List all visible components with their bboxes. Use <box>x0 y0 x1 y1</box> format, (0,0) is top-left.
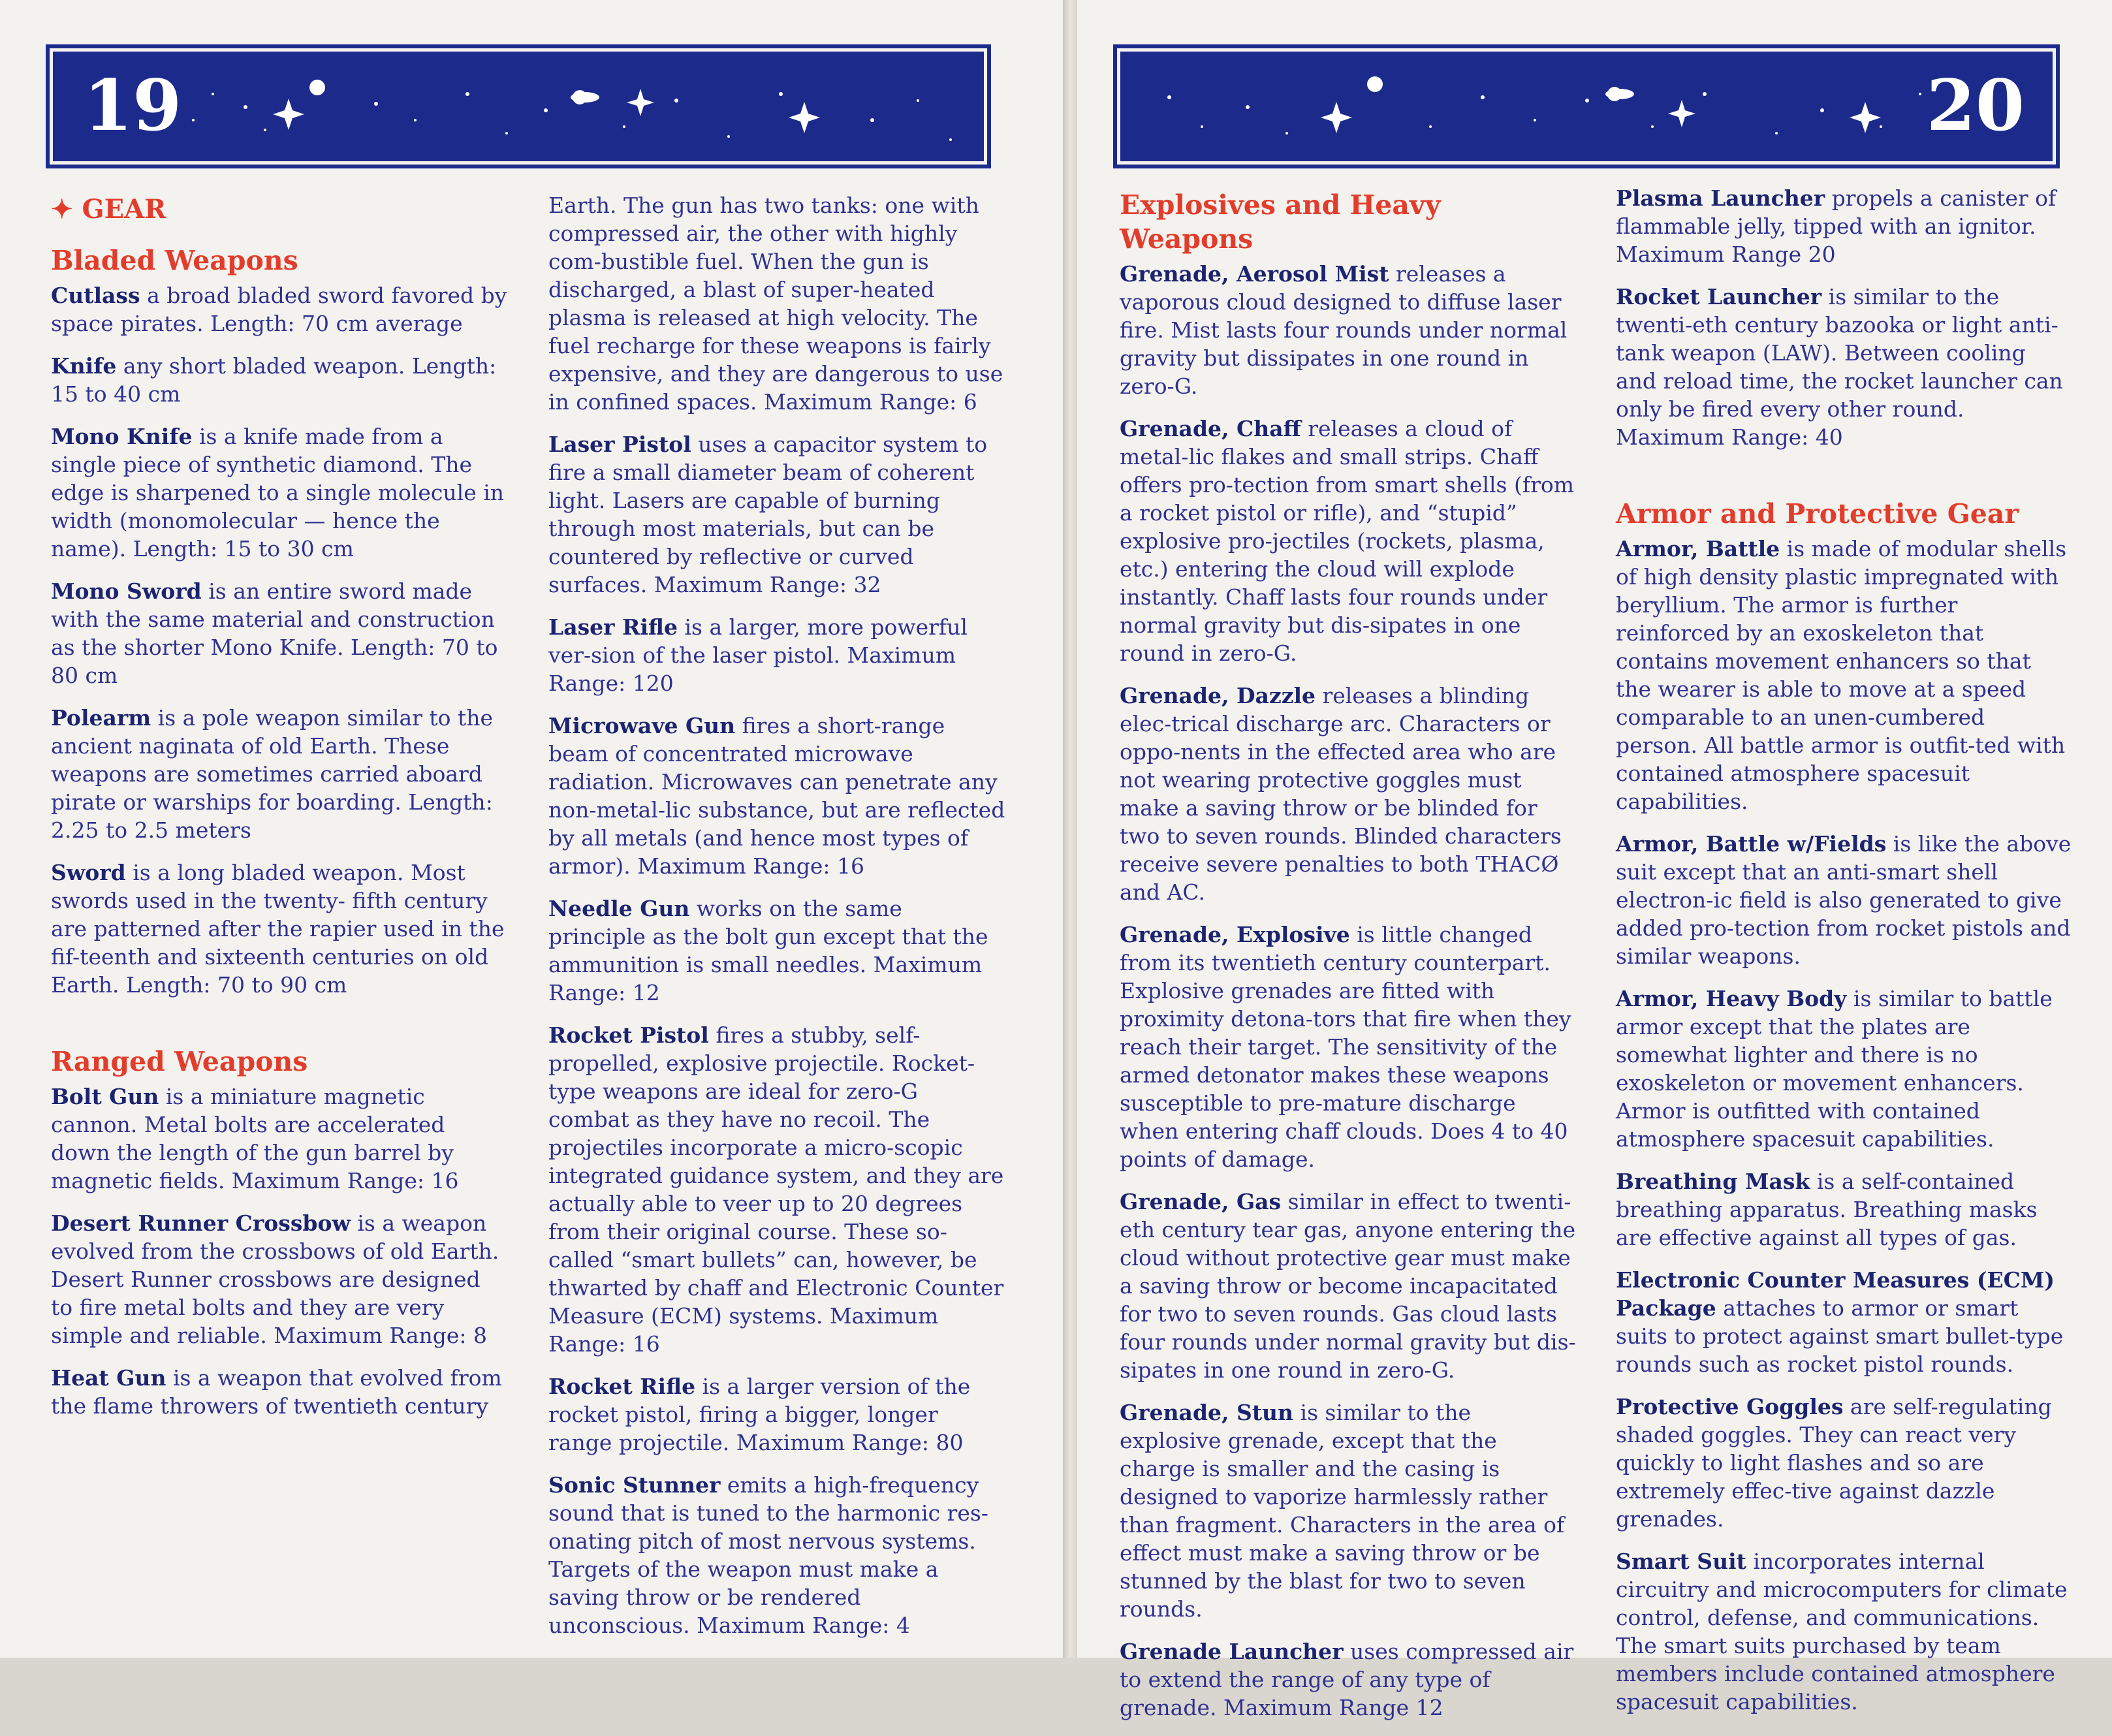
entry: Grenade, Explosive is little changed from its twentieth century counterpart. Explosive grenades are fitted with proximity detona-tors that fire when they reach their target. The sensitivity of the armed detonator makes these weapons susceptible to pre-mature discharge when entering chaff clouds. Does 4 to 40 points of damage. <box>1120 922 1571 1172</box>
entry: Microwave Gun fires a short-range beam of concentrated microwave radiation. Microwaves can penetrate any non-metal-lic substance, but are reflected by all metals (and hence most types of armor). Maximum Range: 16 <box>548 713 1005 879</box>
entry: Needle Gun works on the same principle as the bolt gun except that the ammunition is small needles. Maximum Range: 12 <box>548 896 988 1005</box>
entry: Rocket Launcher is similar to the twenti-eth century bazooka or light anti-tank weapon (LAW). Between cooling and reload time, the rocket launcher can only be fired every other round. Maximum Range: 40 <box>1616 284 2063 450</box>
entry: Grenade Launcher uses compressed air to extend the range of any type of grenade. Maximum Range 12 <box>1120 1639 1574 1720</box>
entry: Grenade, Gas similar in effect to twenti-eth century tear gas, anyone entering the cloud without protective gear must make a saving throw or become incapacitated for two to seven rounds. Gas cloud lasts four rounds under normal gravity but dis-sipates in one round in zero-G. <box>1120 1189 1576 1383</box>
page-20 <box>1077 0 2112 1720</box>
entry: Laser Rifle is a larger, more powerful ver-sion of the laser pistol. Maximum Range: 120 <box>548 614 968 696</box>
right-column-1 <box>1120 188 1577 1736</box>
entry: Bolt Gun is a miniature magnetic cannon. Metal bolts are accelerated down the length of the gun barrel by magnetic fields. Maximum Range: 16 <box>51 1084 459 1193</box>
heading-bladed-weapons: Bladed Weapons <box>51 245 298 276</box>
right-column-2 <box>1616 184 2073 1730</box>
entry: Grenade, Stun is similar to the explosive grenade, except that the charge is smaller and the casing is designed to vaporize harmlessly rather than fragment. Characters in the area of effect must make a saving throw or be stunned by the blast for two to seven rounds. <box>1120 1400 1565 1622</box>
page-19 <box>0 0 1063 1658</box>
entry: Grenade, Aerosol Mist releases a vaporous cloud designed to diffuse laser fire. Mist lasts four rounds under normal gravity but dissipates in one round in zero-G. <box>1120 261 1568 399</box>
entry: Grenade, Chaff releases a cloud of metal-lic flakes and small strips. Chaff offers pro-tection from smart shells (from a rocket pistol or rifle), and “stupid” explosive pro-jectiles (rockets, plasma, etc.) entering the cloud will explode instantly. Chaff lasts four rounds under normal gravity but dis-sipates in one round in zero-G. <box>1120 416 1574 666</box>
entry: Polearm is a pole weapon similar to the ancient naginata of old Earth. These weapons are sometimes carried aboard pirate or warships for boarding. Length: 2.25 to 2.5 meters <box>51 705 494 843</box>
entry: Mono Knife is a knife made from a single piece of synthetic diamond. The edge is sharpened to a single molecule in width (monomolecular — hence the name). Length: 15 to 30 cm <box>51 424 505 561</box>
left-column-1 <box>51 193 508 1434</box>
entry: Armor, Heavy Body is similar to battle armor except that the plates are somewhat lighter and there is no exoskeleton or movement enhancers. Armor is outfitted with contained atmosphere spacesuit capabilities. <box>1616 986 2053 1152</box>
entry: Breathing Mask is a self-contained breathing apparatus. Breathing masks are effective against all types of gas. <box>1616 1169 2038 1250</box>
entry: Desert Runner Crossbow is a weapon evolved from the crossbows of old Earth. Desert Runner crossbows are designed to fire metal bolts and they are very simple and reliable. Maximum Range: 8 <box>51 1210 499 1348</box>
section-title: ✦ GEAR <box>51 194 166 225</box>
entry: Rocket Rifle is a larger version of the rocket pistol, firing a bigger, longer range projectile. Maximum Range: 80 <box>548 1374 971 1455</box>
heading-ranged-weapons: Ranged Weapons <box>51 1046 308 1077</box>
entry: Mono Sword is an entire sword made with the same material and construction as the shorter Mono Knife. Length: 70 to 80 cm <box>51 578 498 688</box>
page-banner <box>46 44 991 168</box>
entry: Plasma Launcher propels a canister of flammable jelly, tipped with an ignitor. Maximum Range 20 <box>1616 185 2057 267</box>
page-banner <box>1113 44 2060 168</box>
entry: Cutlass a broad bladed sword favored by space pirates. Length: 70 cm average <box>51 283 507 336</box>
entry: Sonic Stunner emits a high-frequency sound that is tuned to the harmonic res-onating pitch of most nervous systems. Targets of the weapon must make a saving throw or be rendered unconscious. Maximum Range: 4 <box>548 1472 988 1638</box>
page-number: 20 <box>1926 65 2025 147</box>
entry: Armor, Battle w/Fields is like the above suit except that an anti-smart shell electron-ic field is also generated to give added pro-tection from rocket pistols and similar weapons. <box>1616 831 2072 969</box>
entry: Knife any short bladed weapon. Length: 15 to 40 cm <box>51 353 497 407</box>
page-number: 19 <box>84 65 182 147</box>
heading-explosives: Explosives and Heavy Weapons <box>1120 189 1441 255</box>
entry: Heat Gun is a weapon that evolved from the flame throwers of twentieth century <box>51 1365 502 1419</box>
entry: Laser Pistol uses a capacitor system to fire a small diameter beam of coherent light. Lasers are capable of burning through most materials, but can be countered by reflective or curved surfaces. Maximum Range: 32 <box>548 432 988 597</box>
heading-armor: Armor and Protective Gear <box>1616 498 2019 529</box>
entry: Electronic Counter Measures (ECM) Package attaches to armor or smart suits to protect against smart bullet-type rounds such as rocket pistol rounds. <box>1616 1267 2064 1377</box>
entry: Rocket Pistol fires a stubby, self-propelled, explosive projectile. Rocket-type weapons are ideal for zero-G combat as they have no recoil. The projectiles incorporate a micro-scopic integrated guidance system, and they are actually able to veer up to 20 degrees from their original course. These so-called “smart bullets” can, however, be thwarted by chaff and Electronic Counter Measure (ECM) systems. Maximum Range: 16 <box>548 1022 1004 1357</box>
starfield-decoration <box>1117 48 2060 168</box>
entry-continuation: Earth. The gun has two tanks: one with compressed air, the other with highly com-bustible fuel. When the gun is discharged, a blast of super-heated plasma is released at high velocity. The fuel recharge for these weapons is fairly expensive, and they are dangerous to use in confined spaces. Maximum Range: 6 <box>548 193 1003 415</box>
entry: Smart Suit incorporates internal circuitry and microcomputers for climate control, defense, and communications. The smart suits purchased by team members include contained atmosphere spacesuit capabilities. <box>1616 1549 2068 1714</box>
entry: Protective Goggles are self-regulating shaded goggles. They can react very quickly to light flashes and so are extremely effec-tive against dazzle grenades. <box>1616 1394 2052 1532</box>
entry: Armor, Battle is made of modular shells of high density plastic impregnated with beryllium. The armor is further reinforced by an exoskeleton that contains movement enhancers so that the wearer is able to move at a speed comparable to an unen-cumbered person. All battle armor is outfit-ted with contained atmosphere spacesuit capabilities. <box>1616 536 2067 814</box>
entry: Sword is a long bladed weapon. Most swords used in the twenty- fifth century are patterned after the rapier used in the fif-teenth and sixteenth centuries on old Earth. Length: 70 to 90 cm <box>51 860 505 998</box>
left-column-2 <box>548 191 1005 1654</box>
book-gutter <box>1063 0 1077 1658</box>
starfield-decoration <box>50 48 991 168</box>
entry: Grenade, Dazzle releases a blinding elec-trical discharge arc. Characters or oppo-nents in the effected area who are not wearing protective goggles must make a saving throw or be blinded for two to seven rounds. Blinded characters receive severe penalties to both THACØ and AC. <box>1120 683 1562 905</box>
